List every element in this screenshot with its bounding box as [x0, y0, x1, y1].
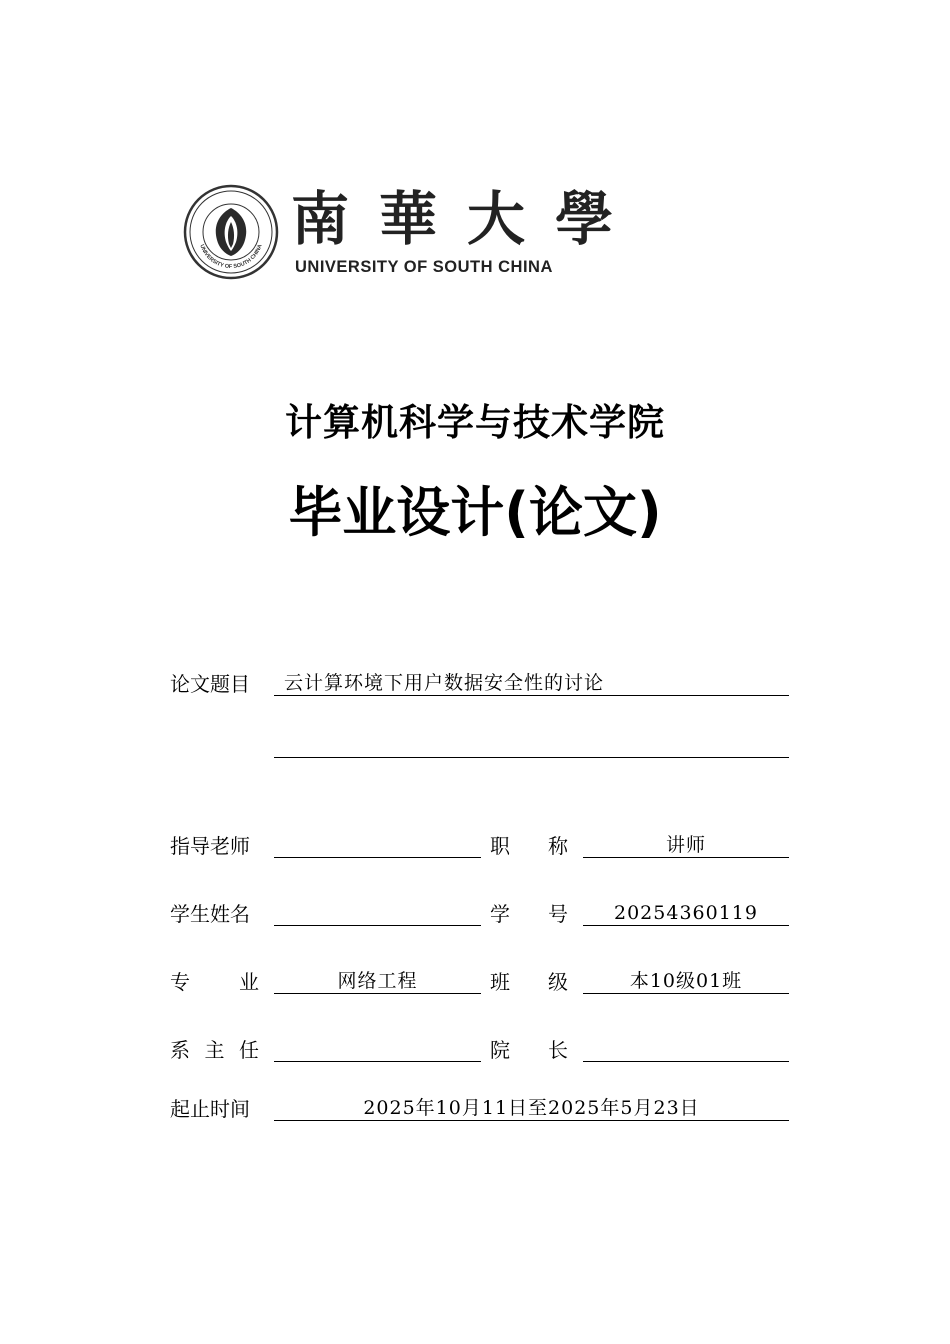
- rank-value: 讲师: [665, 834, 706, 856]
- advisor-underline: [274, 857, 481, 858]
- thesis-title-value: 云计算环境下用户数据安全性的讨论: [284, 672, 605, 694]
- student-id-label: [490, 902, 568, 926]
- rank-label-char-2: 称: [548, 834, 568, 858]
- major-value: 网络工程: [337, 970, 418, 992]
- university-name-chinese: [291, 185, 613, 253]
- logo-char-4: 學: [554, 185, 613, 253]
- student-id-label-char-2: 号: [548, 902, 568, 926]
- student-name-label: 学生姓名: [170, 902, 250, 926]
- thesis-title-label: 论文题目: [170, 672, 250, 696]
- dean-label-char-1: 院: [490, 1038, 510, 1062]
- class-label-char-1: 班: [490, 970, 510, 994]
- class-value: 本10级01班: [629, 970, 743, 992]
- logo-char-2: 華: [378, 185, 437, 253]
- university-logo: [183, 184, 623, 284]
- university-name-english: UNIVERSITY OF SOUTH CHINA: [295, 258, 553, 276]
- dept-head-label: [170, 1038, 259, 1062]
- logo-char-3: 大: [466, 185, 525, 253]
- major-label-char-1: 专: [170, 970, 190, 994]
- document-title: 毕业设计(论文): [288, 481, 662, 544]
- major-label: [170, 970, 259, 994]
- advisor-label: 指导老师: [170, 834, 250, 858]
- dean-label-char-2: 长: [548, 1038, 568, 1062]
- rank-label: [490, 834, 568, 858]
- student-id-label-char-1: 学: [490, 902, 510, 926]
- period-label: 起止时间: [170, 1097, 250, 1121]
- dean-underline: [583, 1061, 789, 1062]
- rank-underline: [583, 857, 789, 858]
- seal-lettering: UNIVERSITY OF SOUTH CHINA: [198, 243, 264, 271]
- class-underline: [583, 993, 789, 994]
- major-label-char-2: 业: [239, 970, 259, 994]
- dept-head-underline: [274, 1061, 481, 1062]
- dept-head-label-char-2: 主: [204, 1038, 225, 1062]
- dept-head-label-char-1: 系: [170, 1038, 190, 1062]
- logo-char-1: 南: [291, 185, 350, 253]
- college-name: 计算机科学与技术学院: [285, 400, 665, 444]
- university-seal-icon: [183, 184, 279, 280]
- period-underline: [274, 1120, 789, 1121]
- class-label: [490, 970, 568, 994]
- thesis-title-underline: [274, 695, 789, 696]
- student-name-underline: [274, 925, 481, 926]
- student-id-value: 20254360119: [614, 902, 758, 924]
- major-underline: [274, 993, 481, 994]
- rank-label-char-1: 职: [490, 834, 510, 858]
- thesis-title-underline-2: [274, 757, 789, 758]
- class-label-char-2: 级: [548, 970, 568, 994]
- dean-label: [490, 1038, 568, 1062]
- period-value: 2025年10月11日至2025年5月23日: [363, 1097, 700, 1119]
- dept-head-label-char-3: 任: [239, 1038, 259, 1062]
- student-id-underline: [583, 925, 789, 926]
